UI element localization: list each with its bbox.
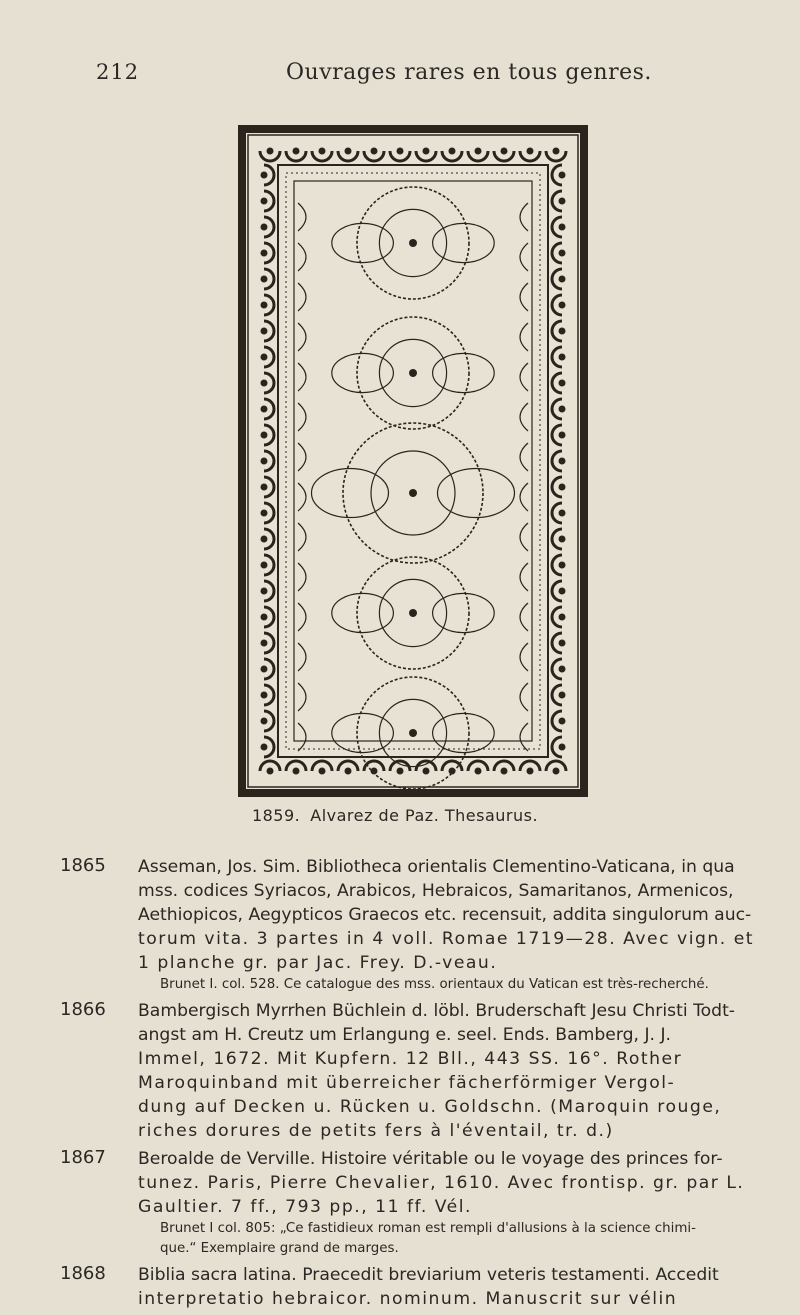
lot-number: 1865 xyxy=(60,855,106,876)
entry-line: angst am H. Creutz um Erlangung e. seel. Ends. Bamberg, J. J. xyxy=(138,1025,671,1045)
caption-text: Alvarez de Paz. Thesaurus. xyxy=(310,806,539,825)
lot-number: 1867 xyxy=(60,1147,106,1168)
entry-line: riches dorures de petits fers à l'éventail, tr. d.) xyxy=(138,1121,614,1141)
entry-note: Brunet I. col. 528. Ce catalogue des mss. orientaux du Vatican est très-recherché. xyxy=(160,977,709,992)
page-number: 212 xyxy=(96,60,140,84)
catalogue-entry xyxy=(60,999,750,1143)
entry-line: Aethiopicos, Aegypticos Graecos etc. recensuit, addita singulorum auc- xyxy=(138,905,752,925)
entry-line: torum vita. 3 partes in 4 voll. Romae 1719—28. Avec vign. et xyxy=(138,929,755,949)
lot-number: 1868 xyxy=(60,1263,106,1284)
entry-line: Beroalde de Verville. Histoire véritable ou le voyage des princes for- xyxy=(138,1149,723,1169)
entry-line: mss. codices Syriacos, Arabicos, Hebraicos, Samaritanos, Armenicos, xyxy=(138,881,734,901)
entry-line: 1 planche gr. par Jac. Frey. D.-veau. xyxy=(138,953,498,973)
plate-caption xyxy=(0,806,800,825)
entry-line: tunez. Paris, Pierre Chevalier, 1610. Avec frontisp. gr. par L. xyxy=(138,1173,745,1193)
lot-number: 1866 xyxy=(60,999,106,1020)
entry-line: Maroquinband mit überreicher fächerförmiger Vergol- xyxy=(138,1073,676,1093)
entry-line: Bambergisch Myrrhen Büchlein d. löbl. Bruderschaft Jesu Christi Todt- xyxy=(138,1001,736,1021)
catalogue-entry xyxy=(60,1147,750,1259)
catalogue-entry xyxy=(60,855,755,995)
caption-lot: 1859. xyxy=(251,806,301,825)
ornamental-binding-plate-icon xyxy=(238,125,588,797)
catalogue-entries xyxy=(60,855,755,1315)
entry-line: Immel, 1672. Mit Kupfern. 12 Bll., 443 SS. 16°. Rother xyxy=(138,1049,683,1069)
page-header xyxy=(96,60,696,90)
catalogue-entry xyxy=(60,1263,750,1311)
entry-note: Brunet I col. 805: „Ce fastidieux roman est rempli d'allusions à la science chimi- que.“ Exemplaire grand de marges. xyxy=(160,1221,696,1256)
entry-line: Asseman, Jos. Sim. Bibliotheca orientalis Clementino-Vaticana, in qua xyxy=(138,857,735,877)
entry-line: interpretatio hebraicor. nominum. Manuscrit sur vélin xyxy=(138,1289,678,1309)
entry-line: Gaultier. 7 ff., 793 pp., 11 ff. Vél. xyxy=(138,1197,472,1217)
entry-line: dung auf Decken u. Rücken u. Goldschn. (Maroquin rouge, xyxy=(138,1097,722,1117)
entry-line: Biblia sacra latina. Praecedit breviarium veteris testamenti. Accedit xyxy=(138,1265,719,1285)
running-title: Ouvrages rares en tous genres. xyxy=(286,60,652,85)
binding-plate-image xyxy=(238,125,588,797)
